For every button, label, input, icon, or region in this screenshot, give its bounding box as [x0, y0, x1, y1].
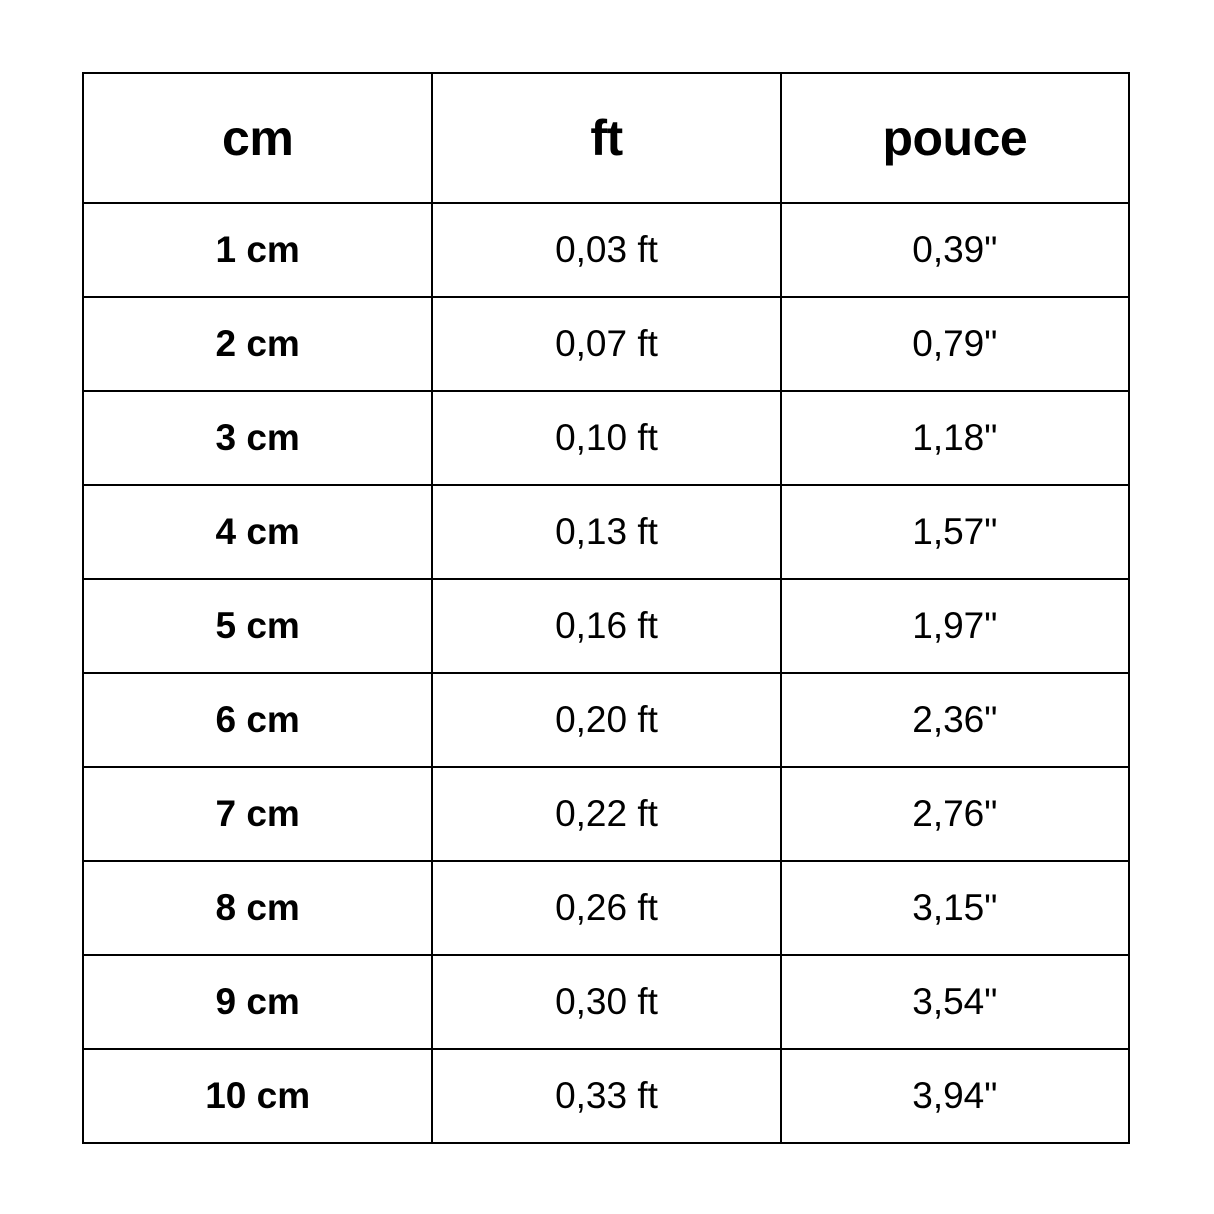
- cell-ft: 0,26 ft: [432, 861, 780, 955]
- table-header-row: [83, 73, 1129, 203]
- cell-cm: 2 cm: [83, 297, 432, 391]
- table-row: [83, 673, 1129, 767]
- cell-pouce: 3,94": [781, 1049, 1129, 1143]
- cell-pouce: 1,57": [781, 485, 1129, 579]
- cell-cm: 3 cm: [83, 391, 432, 485]
- cell-cm: 4 cm: [83, 485, 432, 579]
- cell-ft: 0,20 ft: [432, 673, 780, 767]
- cell-cm: 7 cm: [83, 767, 432, 861]
- cell-ft: 0,03 ft: [432, 203, 780, 297]
- cell-ft: 0,30 ft: [432, 955, 780, 1049]
- column-header-ft: ft: [432, 73, 780, 203]
- table-row: [83, 391, 1129, 485]
- table-row: [83, 861, 1129, 955]
- table-body: [83, 203, 1129, 1143]
- conversion-table: [82, 72, 1130, 1144]
- cell-ft: 0,33 ft: [432, 1049, 780, 1143]
- cell-cm: 6 cm: [83, 673, 432, 767]
- column-header-cm: cm: [83, 73, 432, 203]
- cell-pouce: 1,97": [781, 579, 1129, 673]
- cell-pouce: 0,79": [781, 297, 1129, 391]
- cell-ft: 0,10 ft: [432, 391, 780, 485]
- table-row: [83, 579, 1129, 673]
- column-header-pouce: pouce: [781, 73, 1129, 203]
- cell-cm: 9 cm: [83, 955, 432, 1049]
- table-row: [83, 767, 1129, 861]
- table-row: [83, 485, 1129, 579]
- cell-pouce: 3,15": [781, 861, 1129, 955]
- cell-ft: 0,22 ft: [432, 767, 780, 861]
- cell-pouce: 2,36": [781, 673, 1129, 767]
- cell-cm: 5 cm: [83, 579, 432, 673]
- cell-pouce: 2,76": [781, 767, 1129, 861]
- table-row: [83, 203, 1129, 297]
- cell-cm: 10 cm: [83, 1049, 432, 1143]
- cell-cm: 8 cm: [83, 861, 432, 955]
- cell-pouce: 3,54": [781, 955, 1129, 1049]
- cell-pouce: 0,39": [781, 203, 1129, 297]
- cell-cm: 1 cm: [83, 203, 432, 297]
- cell-ft: 0,13 ft: [432, 485, 780, 579]
- conversion-table-container: [82, 72, 1130, 1142]
- cell-pouce: 1,18": [781, 391, 1129, 485]
- cell-ft: 0,07 ft: [432, 297, 780, 391]
- cell-ft: 0,16 ft: [432, 579, 780, 673]
- table-header: [83, 73, 1129, 203]
- table-row: [83, 1049, 1129, 1143]
- table-row: [83, 955, 1129, 1049]
- table-row: [83, 297, 1129, 391]
